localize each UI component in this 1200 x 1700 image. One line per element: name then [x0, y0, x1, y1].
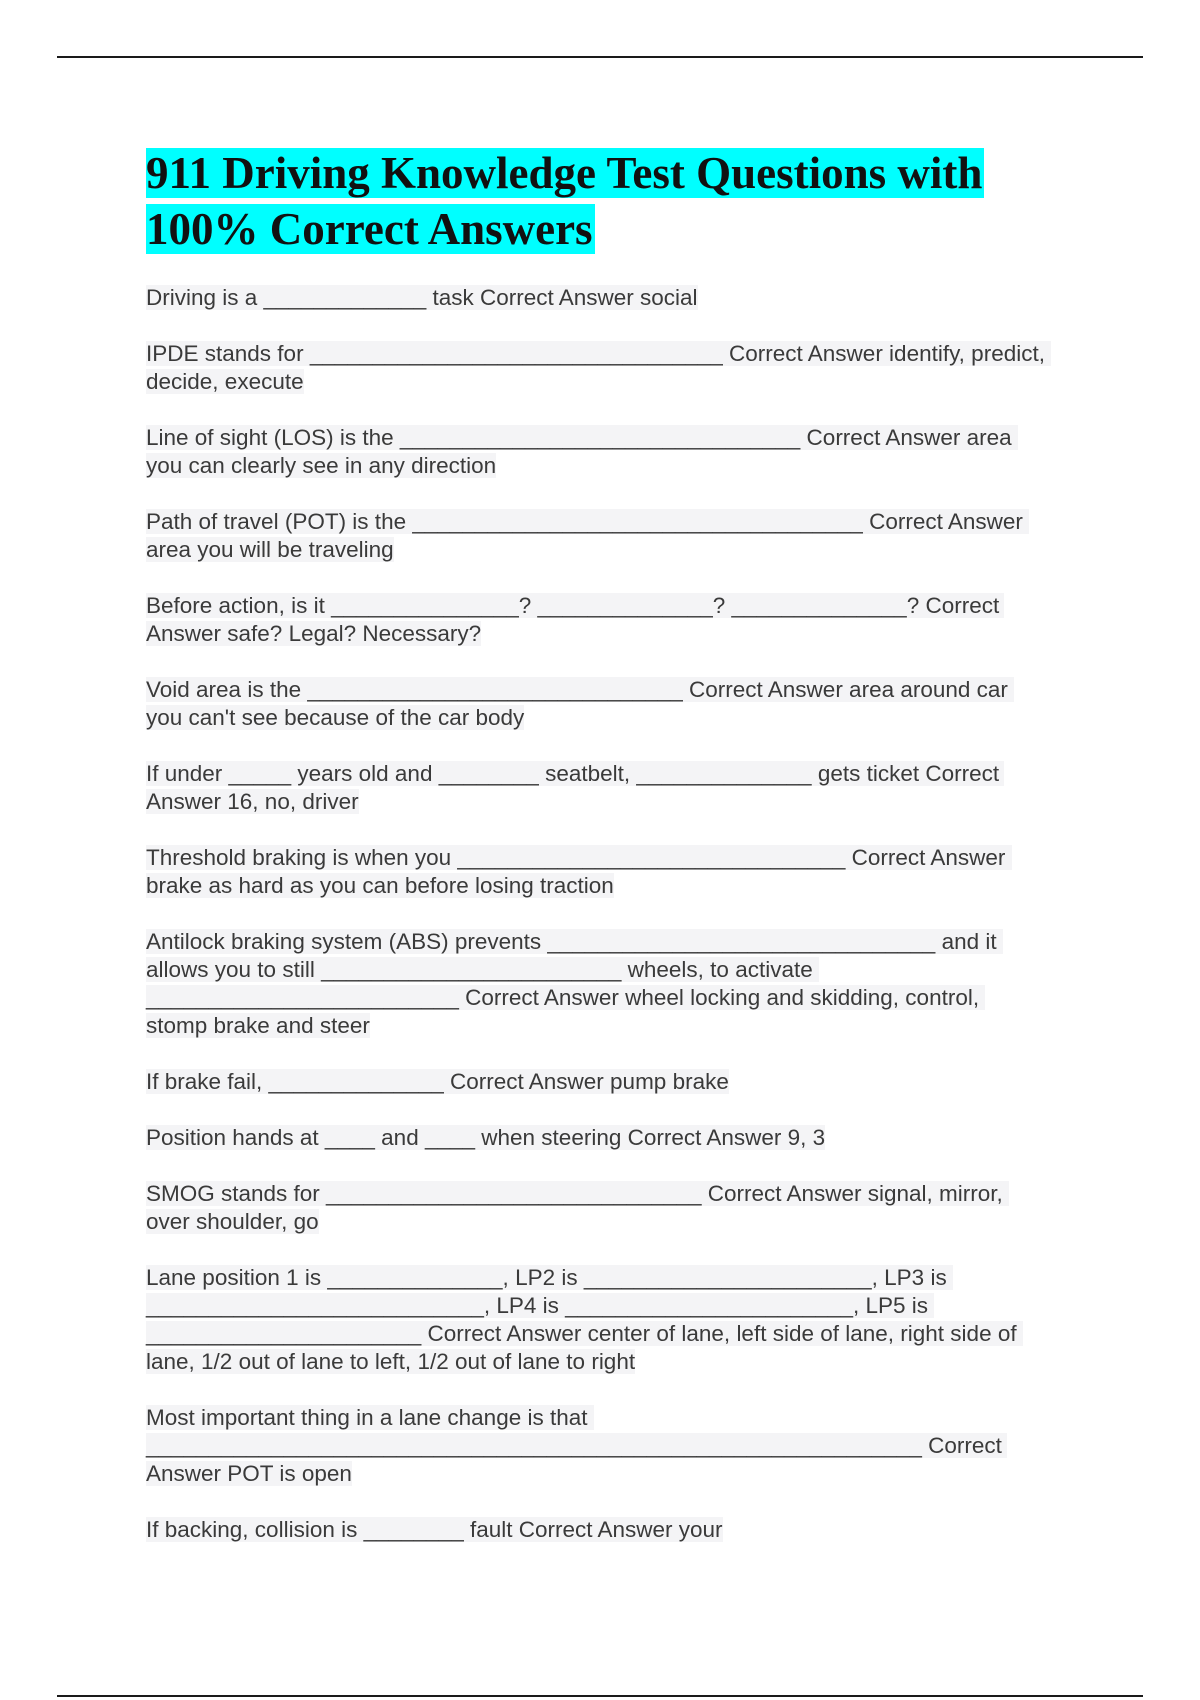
bottom-rule: [57, 1695, 1143, 1697]
question-text: Driving is a _____________ task Correct Answer social: [146, 285, 698, 310]
question-item: [146, 284, 1046, 312]
question-item: [146, 928, 1046, 1040]
question-text: Path of travel (POT) is the ____________________________________ Correct Answer area you will be traveling: [146, 509, 1030, 562]
question-item: [146, 1516, 1046, 1544]
question-item: [146, 424, 1046, 480]
question-text: Antilock braking system (ABS) prevents _______________________________ and it allows you to still ________________________ wheels, to activate _________________________ Correct Answer wheel locking and skidding, control, stomp brake and steer: [146, 929, 1003, 1038]
question-item: [146, 844, 1046, 900]
question-item: [146, 1404, 1046, 1488]
question-text: Threshold braking is when you _______________________________ Correct Answer brake as hard as you can before losing traction: [146, 845, 1012, 898]
question-item: [146, 676, 1046, 732]
title-line-2: 100% Correct Answers: [146, 204, 593, 254]
question-item: [146, 592, 1046, 648]
question-item: [146, 1068, 1046, 1096]
question-text: If backing, collision is ________ fault Correct Answer your: [146, 1517, 723, 1542]
question-text: Most important thing in a lane change is that ______________________________________________________________ Correct Answer POT is open: [146, 1405, 1007, 1486]
question-text: SMOG stands for ______________________________ Correct Answer signal, mirror, over shoulder, go: [146, 1181, 1010, 1234]
question-item: [146, 1264, 1046, 1376]
question-text: Before action, is it _______________? ______________? ______________? Correct Answer safe? Legal? Necessary?: [146, 593, 1005, 646]
question-text: Lane position 1 is ______________, LP2 is _______________________, LP3 is ___________________________, LP4 is _______________________, LP5 is ______________________ Correct Answer center of lane, left side of lane, right side of lane, 1/2 out of lane to left, 1/2 out of lane to right: [146, 1265, 1023, 1374]
question-text: Line of sight (LOS) is the ________________________________ Correct Answer area you can clearly see in any direction: [146, 425, 1018, 478]
title-line-1: 911 Driving Knowledge Test Questions with: [146, 148, 983, 198]
question-item: [146, 760, 1046, 816]
question-text: If brake fail, ______________ Correct Answer pump brake: [146, 1069, 729, 1094]
question-text: If under _____ years old and ________ seatbelt, ______________ gets ticket Correct Answer 16, no, driver: [146, 761, 1005, 814]
page-title: [146, 145, 1046, 257]
question-text: Position hands at ____ and ____ when steering Correct Answer 9, 3: [146, 1125, 826, 1150]
question-item: [146, 508, 1046, 564]
question-item: [146, 1180, 1046, 1236]
question-text: Void area is the ______________________________ Correct Answer area around car you can't see because of the car body: [146, 677, 1015, 730]
question-item: [146, 1124, 1046, 1152]
question-text: IPDE stands for _________________________________ Correct Answer identify, predict, decide, execute: [146, 341, 1052, 394]
top-rule: [57, 56, 1143, 58]
question-item: [146, 340, 1052, 396]
document-body: [146, 145, 1052, 1572]
